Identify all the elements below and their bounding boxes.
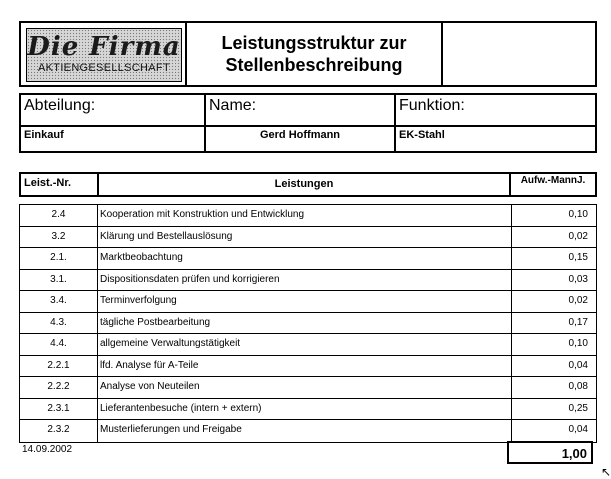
cell-nr: 2.3.1 [20,399,98,420]
logo-subtitle: AKTIENGESELLSCHAFT [38,62,170,74]
logo-emblem [26,28,182,82]
table-row [20,291,596,313]
cell-nr: 2.2.2 [20,377,98,398]
blank-header-cell [443,21,597,87]
table-row [20,270,596,292]
cell-nr: 2.4 [20,205,98,226]
cell-leistung: Analyse von Neuteilen [98,377,512,398]
title-line-1: Leistungsstruktur zur [221,33,407,53]
cell-leistung: Marktbeobachtung [98,248,512,269]
funktion-label: Funktion: [396,93,597,127]
table-row [20,399,596,421]
cell-leistung: Dispositionsdaten prüfen und korrigieren [98,270,512,291]
cell-aufwand: 0,10 [568,338,588,349]
cell-aufwand: 0,02 [568,295,588,306]
funktion-value: EK-Stahl [396,127,597,153]
cell-nr: 3.2 [20,227,98,248]
cell-nr: 4.3. [20,313,98,334]
cell-leistung: allgemeine Verwaltungstätigkeit [98,334,512,355]
name-value: Gerd Hoffmann [206,127,396,153]
cell-leistung: Terminverfolgung [98,291,512,312]
name-label: Name: [206,93,396,127]
abteilung-label: Abteilung: [19,93,206,127]
cell-aufwand: 0,08 [568,381,588,392]
cell-aufwand: 0,17 [568,316,588,328]
table-row [20,248,596,270]
cell-leistung: Klärung und Bestellauslösung [98,227,512,248]
cell-nr: 3.1. [20,270,98,291]
cell-leistung: Lieferantenbesuche (intern + extern) [98,399,512,420]
cell-nr: 3.4. [20,291,98,312]
leistungen-table [19,204,597,443]
table-row [20,205,596,227]
document-title [187,21,443,87]
cell-aufwand: 0,04 [568,424,588,435]
title-line-2: Stellenbeschreibung [225,55,403,75]
company-logo [19,21,187,87]
table-row [20,227,596,249]
cell-aufwand: 0,03 [568,273,588,285]
table-row [20,377,596,399]
table-row [20,313,596,335]
table-row [20,334,596,356]
resize-cursor-icon: ↖ [601,465,611,479]
cell-nr: 2.1. [20,248,98,269]
cell-leistung: lfd. Analyse für A-Teile [98,356,512,377]
column-header-aufwand: Aufw.-MannJ. [511,172,597,197]
cell-aufwand: 0,02 [568,230,588,242]
cell-leistung: tägliche Postbearbeitung [98,313,512,334]
cell-aufwand: 0,10 [568,209,588,220]
cell-nr: 2.3.2 [20,420,98,442]
column-header-nr: Leist.-Nr. [19,172,99,197]
cell-aufwand: 0,04 [568,359,588,371]
table-row [20,420,596,442]
document-date: 14.09.2002 [22,444,73,455]
cell-leistung: Musterlieferungen und Freigabe [98,420,512,442]
cell-aufwand: 0,25 [568,402,588,414]
logo-script-text: Die Firma [27,32,181,62]
cell-aufwand: 0,15 [568,252,588,263]
cell-nr: 2.2.1 [20,356,98,377]
abteilung-value: Einkauf [19,127,206,153]
table-row [20,356,596,378]
total-aufwand: 1,00 [507,441,593,464]
cell-leistung: Kooperation mit Konstruktion und Entwicklung [98,205,512,226]
column-header-leistungen: Leistungen [99,172,511,197]
cell-nr: 4.4. [20,334,98,355]
